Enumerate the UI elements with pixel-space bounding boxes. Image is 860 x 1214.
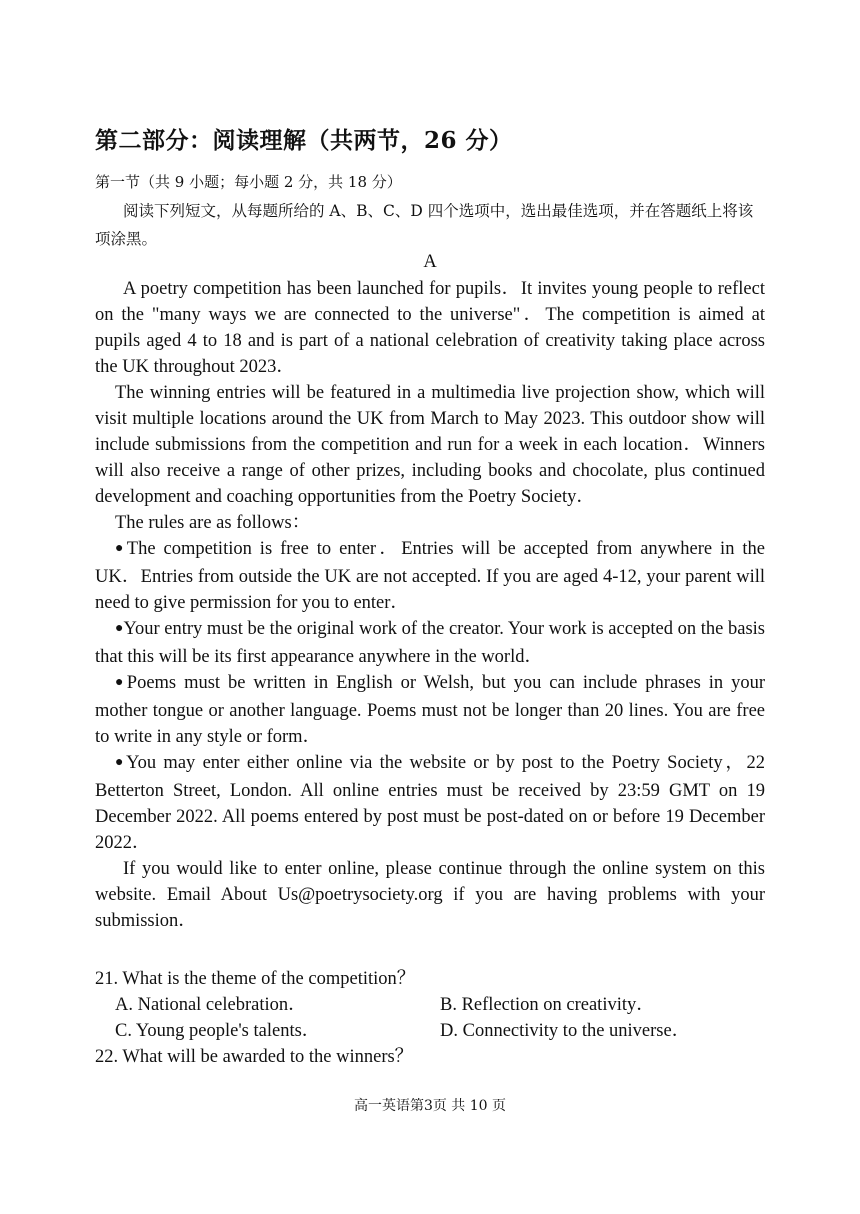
- subsection-heading: 第一节（共 9 小题；每小题 2 分，共 18 分）: [95, 173, 402, 191]
- bullet-icon: ●: [115, 755, 127, 770]
- paragraph-3: The rules are as follows：: [115, 513, 311, 533]
- option-b: B. Reflection on creativity．: [440, 995, 655, 1015]
- bullet-icon: ●: [115, 621, 124, 636]
- bullet-icon: ●: [115, 541, 127, 556]
- rule-text: Poems must be written in English or Welsh, but you can include phrases in your mother tongue or another language. Poems must not be longer than 20 lines. You are free to write in any style or form．: [95, 673, 765, 747]
- question-22: 22. What will be awarded to the winners？: [95, 1047, 414, 1067]
- section-title: 第二部分：阅读理解（共两节，26 分）: [95, 127, 513, 154]
- question-21: 21. What is the theme of the competition？: [95, 969, 416, 989]
- rule-item: [95, 750, 765, 856]
- instructions: 阅读下列短文，从每题所给的 A、B、C、D 四个选项中，选出最佳选项，并在答题纸上将该项涂黑。: [95, 202, 754, 248]
- questions: [95, 966, 765, 1070]
- option-d: D. Connectivity to the universe．: [440, 1021, 691, 1041]
- rule-text: The competition is free to enter．Entries will be accepted from anywhere in the UK．Entries from outside the UK are not accepted. If you are aged 4-12, your parent will need to give permission for you to enter．: [95, 539, 765, 613]
- page-footer: 高一英语第3页 共 10 页: [353, 1098, 507, 1114]
- paragraph-1: A poetry competition has been launched for pupils．It invites young people to reflect on the "many ways we are connected to the universe"．The competition is aimed at pupils aged 4 to 18 and is part of a national celebration of creativity taking place across the UK throughout 2023．: [95, 279, 765, 377]
- paragraph-2: The winning entries will be featured in a multimedia live projection show, which will visit multiple locations around the UK from March to May 2023. This outdoor show will include submissions from the competition and run for a week in each location．Winners will also receive a range of other prizes, including books and chocolate, plus continued development and coaching opportunities from the Poetry Society．: [95, 383, 765, 507]
- option-c: C. Young people's talents．: [115, 1021, 321, 1041]
- passage-body: [95, 276, 765, 934]
- rule-item: [95, 670, 765, 750]
- rule-text: Your entry must be the original work of the creator. Your work is accepted on the basis that this will be its first appearance anywhere in the world．: [95, 619, 765, 667]
- options-row: [95, 1018, 765, 1044]
- bullet-icon: ●: [115, 675, 127, 690]
- rule-text: You may enter either online via the website or by post to the Poetry Society，22 Betterton Street, London. All online entries must be received by 23:59 GMT on 19 December 2022. All poems entered by post must be post-dated on or before 19 December 2022．: [95, 753, 765, 853]
- passage-letter: A: [423, 252, 437, 272]
- rule-item: [95, 536, 765, 616]
- option-a: A. National celebration．: [115, 995, 307, 1015]
- rule-item: [95, 616, 765, 670]
- options-row: [95, 992, 765, 1018]
- paragraph-4: If you would like to enter online, please continue through the online system on this website. Email About Us@poetrysociety.org if you are having problems with your submission．: [95, 859, 765, 931]
